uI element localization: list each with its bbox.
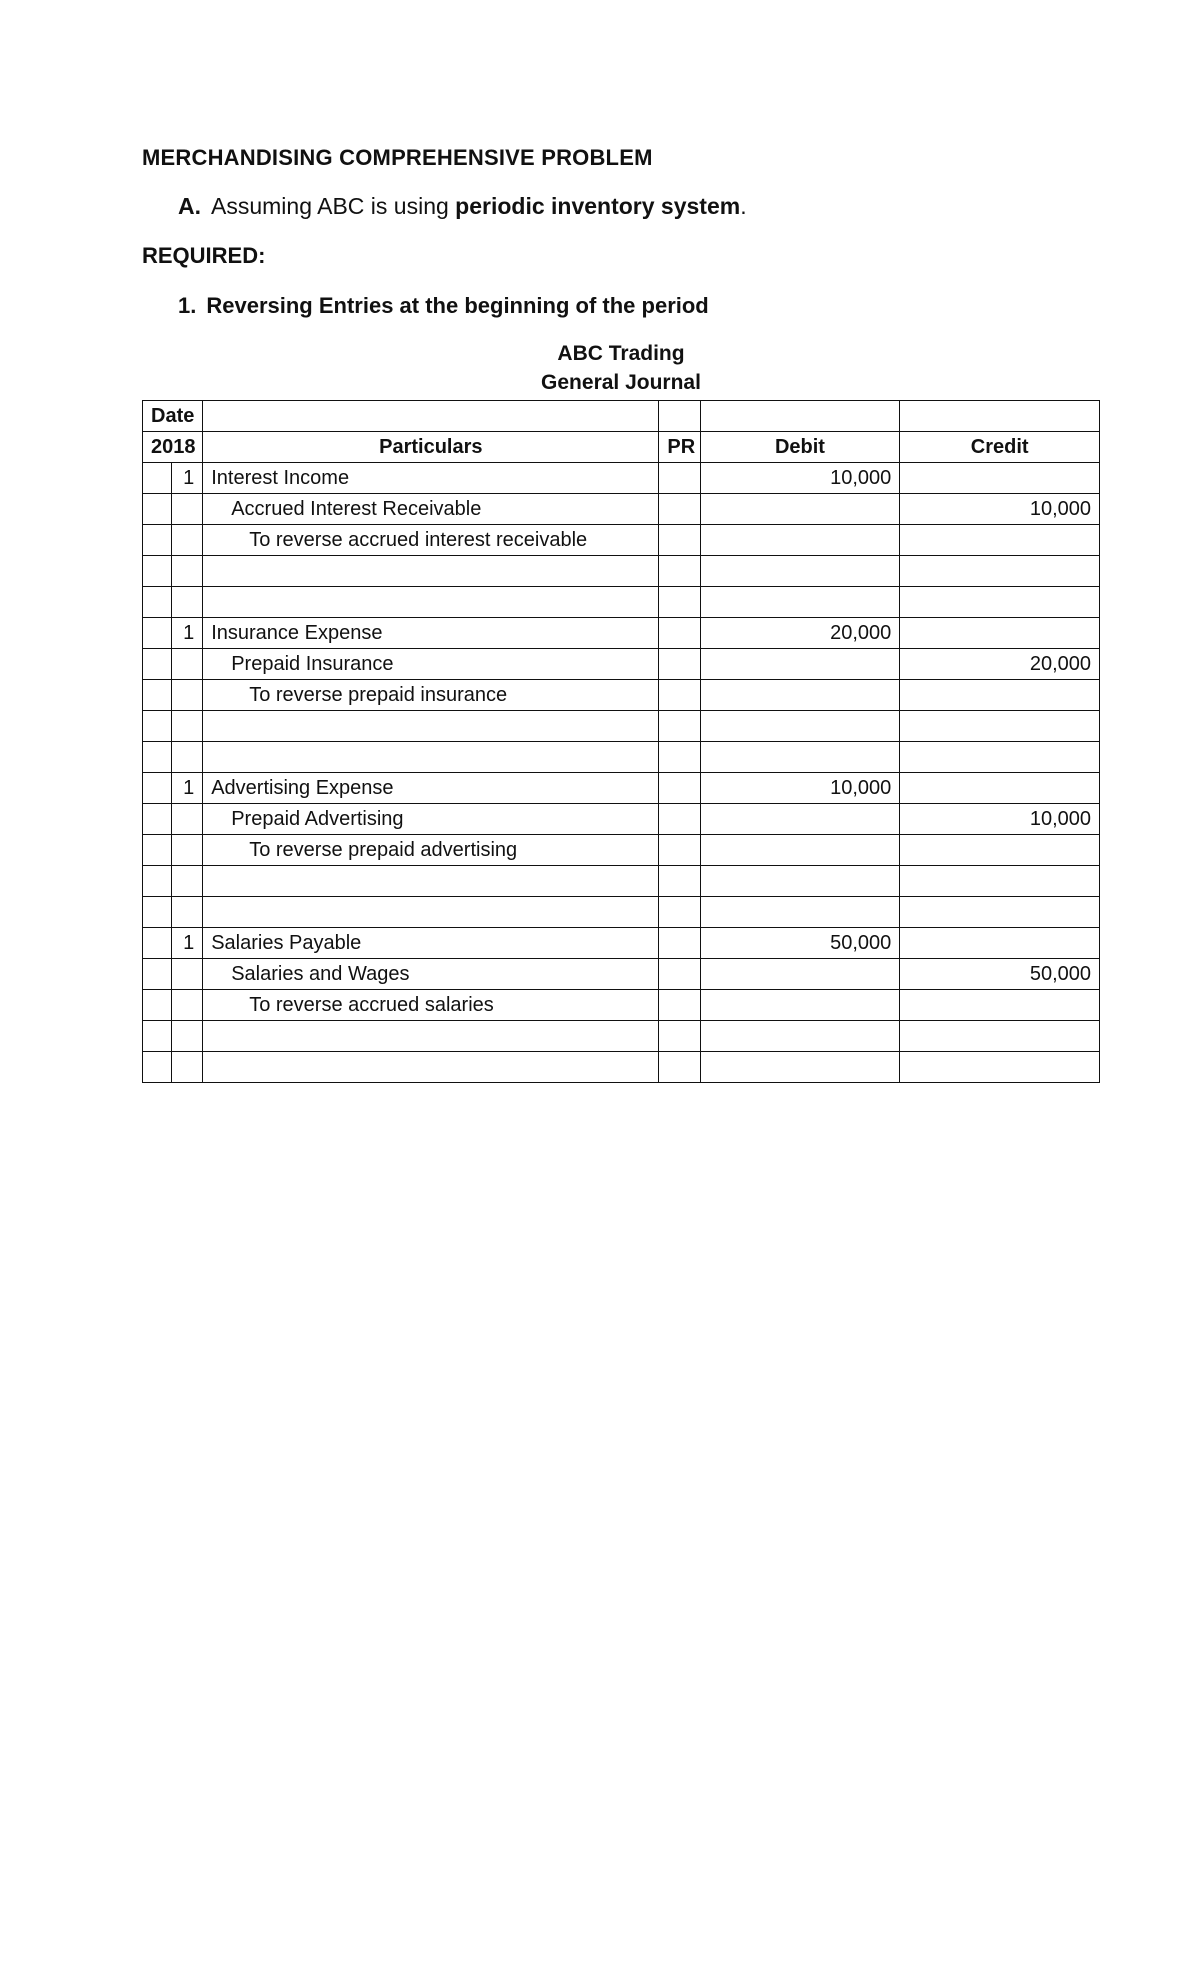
blank-cell (700, 866, 900, 897)
blank-cell (143, 711, 172, 742)
explanation-cell: To reverse prepaid insurance (203, 680, 659, 711)
blank-cell (900, 1052, 1100, 1083)
debit-account-cell: Salaries Payable (203, 928, 659, 959)
month-cell (143, 928, 172, 959)
blank-cell (203, 556, 659, 587)
header-blank-debit (700, 401, 900, 432)
debit-account-cell: Advertising Expense (203, 773, 659, 804)
blank-cell (171, 1052, 202, 1083)
pr-cell (659, 835, 700, 866)
pr-cell (659, 680, 700, 711)
blank-row (143, 1052, 1100, 1083)
table-header-row-2 (143, 432, 1100, 463)
table-row (143, 618, 1100, 649)
blank-cell (700, 1021, 900, 1052)
blank-cell (203, 897, 659, 928)
debit-header: Debit (700, 432, 900, 463)
blank-cell (700, 711, 900, 742)
pr-cell (659, 494, 700, 525)
blank-cell (900, 866, 1100, 897)
blank-cell (659, 897, 700, 928)
table-row (143, 649, 1100, 680)
credit-amount-cell (900, 680, 1100, 711)
month-cell (143, 773, 172, 804)
pr-cell (659, 928, 700, 959)
day-cell (171, 525, 202, 556)
item-a-bold-text: periodic inventory system (455, 193, 741, 219)
day-cell (171, 990, 202, 1021)
blank-cell (659, 587, 700, 618)
debit-amount-cell (700, 680, 900, 711)
blank-cell (203, 1021, 659, 1052)
explanation-cell: To reverse accrued interest receivable (203, 525, 659, 556)
credit-account-cell: Salaries and Wages (203, 959, 659, 990)
blank-row (143, 1021, 1100, 1052)
month-cell (143, 680, 172, 711)
credit-account-cell: Prepaid Insurance (203, 649, 659, 680)
day-cell: 1 (171, 618, 202, 649)
pr-cell (659, 959, 700, 990)
pr-cell (659, 804, 700, 835)
blank-cell (171, 897, 202, 928)
credit-account-cell: Prepaid Advertising (203, 804, 659, 835)
blank-cell (143, 587, 172, 618)
blank-cell (171, 556, 202, 587)
blank-cell (143, 742, 172, 773)
table-row (143, 928, 1100, 959)
item-1-text: Reversing Entries at the beginning of the period (206, 293, 709, 318)
pr-cell (659, 649, 700, 680)
table-row (143, 494, 1100, 525)
company-name: ABC Trading (557, 342, 685, 365)
month-cell (143, 990, 172, 1021)
day-cell (171, 680, 202, 711)
blank-cell (143, 897, 172, 928)
blank-row (143, 897, 1100, 928)
table-row (143, 804, 1100, 835)
blank-cell (143, 556, 172, 587)
pr-cell (659, 618, 700, 649)
blank-cell (900, 556, 1100, 587)
blank-cell (900, 1021, 1100, 1052)
debit-amount-cell (700, 649, 900, 680)
blank-cell (900, 742, 1100, 773)
blank-cell (900, 711, 1100, 742)
date-header: Date (143, 401, 203, 432)
debit-amount-cell (700, 804, 900, 835)
required-label: REQUIRED: (142, 243, 266, 268)
debit-amount-cell (700, 525, 900, 556)
table-row (143, 990, 1100, 1021)
blank-cell (659, 1052, 700, 1083)
blank-cell (900, 897, 1100, 928)
blank-cell (143, 866, 172, 897)
month-cell (143, 959, 172, 990)
general-journal-table (142, 400, 1100, 1083)
day-cell (171, 959, 202, 990)
debit-account-cell: Interest Income (203, 463, 659, 494)
day-cell (171, 804, 202, 835)
blank-cell (203, 711, 659, 742)
pr-cell (659, 990, 700, 1021)
debit-amount-cell (700, 494, 900, 525)
debit-amount-cell: 20,000 (700, 618, 900, 649)
month-cell (143, 649, 172, 680)
credit-account-cell: Accrued Interest Receivable (203, 494, 659, 525)
blank-cell (900, 587, 1100, 618)
blank-cell (700, 742, 900, 773)
credit-amount-cell (900, 773, 1100, 804)
blank-cell (203, 587, 659, 618)
pr-header: PR (659, 432, 700, 463)
credit-amount-cell (900, 525, 1100, 556)
blank-cell (659, 866, 700, 897)
blank-row (143, 866, 1100, 897)
credit-amount-cell (900, 835, 1100, 866)
table-row (143, 835, 1100, 866)
day-cell (171, 494, 202, 525)
table-row (143, 463, 1100, 494)
blank-cell (203, 866, 659, 897)
debit-amount-cell (700, 835, 900, 866)
debit-amount-cell: 10,000 (700, 773, 900, 804)
debit-account-cell: Insurance Expense (203, 618, 659, 649)
month-cell (143, 618, 172, 649)
blank-cell (659, 711, 700, 742)
credit-amount-cell: 50,000 (900, 959, 1100, 990)
explanation-cell: To reverse accrued salaries (203, 990, 659, 1021)
table-row (143, 680, 1100, 711)
day-cell (171, 835, 202, 866)
credit-amount-cell (900, 990, 1100, 1021)
blank-cell (171, 1021, 202, 1052)
month-cell (143, 525, 172, 556)
blank-cell (143, 1052, 172, 1083)
blank-cell (171, 742, 202, 773)
item-a-instruction (178, 193, 747, 220)
blank-cell (171, 711, 202, 742)
item-a-text-after: . (740, 193, 747, 219)
item-a-marker: A. (178, 193, 201, 219)
item-1-marker: 1. (178, 293, 197, 318)
blank-cell (659, 1021, 700, 1052)
header-blank-particulars (203, 401, 659, 432)
item-1-instruction (178, 293, 709, 319)
page-title: MERCHANDISING COMPREHENSIVE PROBLEM (142, 145, 653, 170)
credit-amount-cell: 10,000 (900, 804, 1100, 835)
blank-row (143, 587, 1100, 618)
pr-cell (659, 463, 700, 494)
credit-amount-cell: 10,000 (900, 494, 1100, 525)
item-a-text-before: Assuming ABC is using (211, 193, 456, 219)
pr-cell (659, 773, 700, 804)
month-cell (143, 494, 172, 525)
blank-cell (171, 587, 202, 618)
table-row (143, 959, 1100, 990)
credit-amount-cell (900, 928, 1100, 959)
blank-cell (700, 897, 900, 928)
header-blank-pr (659, 401, 700, 432)
debit-amount-cell (700, 990, 900, 1021)
credit-amount-cell (900, 618, 1100, 649)
table-row (143, 525, 1100, 556)
month-cell (143, 804, 172, 835)
credit-header: Credit (900, 432, 1100, 463)
journal-title: General Journal (541, 371, 701, 394)
blank-row (143, 711, 1100, 742)
blank-cell (700, 587, 900, 618)
blank-cell (700, 556, 900, 587)
blank-cell (700, 1052, 900, 1083)
month-cell (143, 835, 172, 866)
pr-cell (659, 525, 700, 556)
day-cell: 1 (171, 928, 202, 959)
day-cell: 1 (171, 463, 202, 494)
blank-cell (659, 742, 700, 773)
blank-row (143, 556, 1100, 587)
debit-amount-cell (700, 959, 900, 990)
debit-amount-cell: 50,000 (700, 928, 900, 959)
day-cell: 1 (171, 773, 202, 804)
day-cell (171, 649, 202, 680)
particulars-header: Particulars (203, 432, 659, 463)
table-row (143, 773, 1100, 804)
blank-row (143, 742, 1100, 773)
debit-amount-cell: 10,000 (700, 463, 900, 494)
blank-cell (659, 556, 700, 587)
blank-cell (143, 1021, 172, 1052)
blank-cell (203, 742, 659, 773)
explanation-cell: To reverse prepaid advertising (203, 835, 659, 866)
table-header-row-1 (143, 401, 1100, 432)
credit-amount-cell: 20,000 (900, 649, 1100, 680)
year-header: 2018 (143, 432, 203, 463)
credit-amount-cell (900, 463, 1100, 494)
header-blank-credit (900, 401, 1100, 432)
blank-cell (171, 866, 202, 897)
blank-cell (203, 1052, 659, 1083)
month-cell (143, 463, 172, 494)
